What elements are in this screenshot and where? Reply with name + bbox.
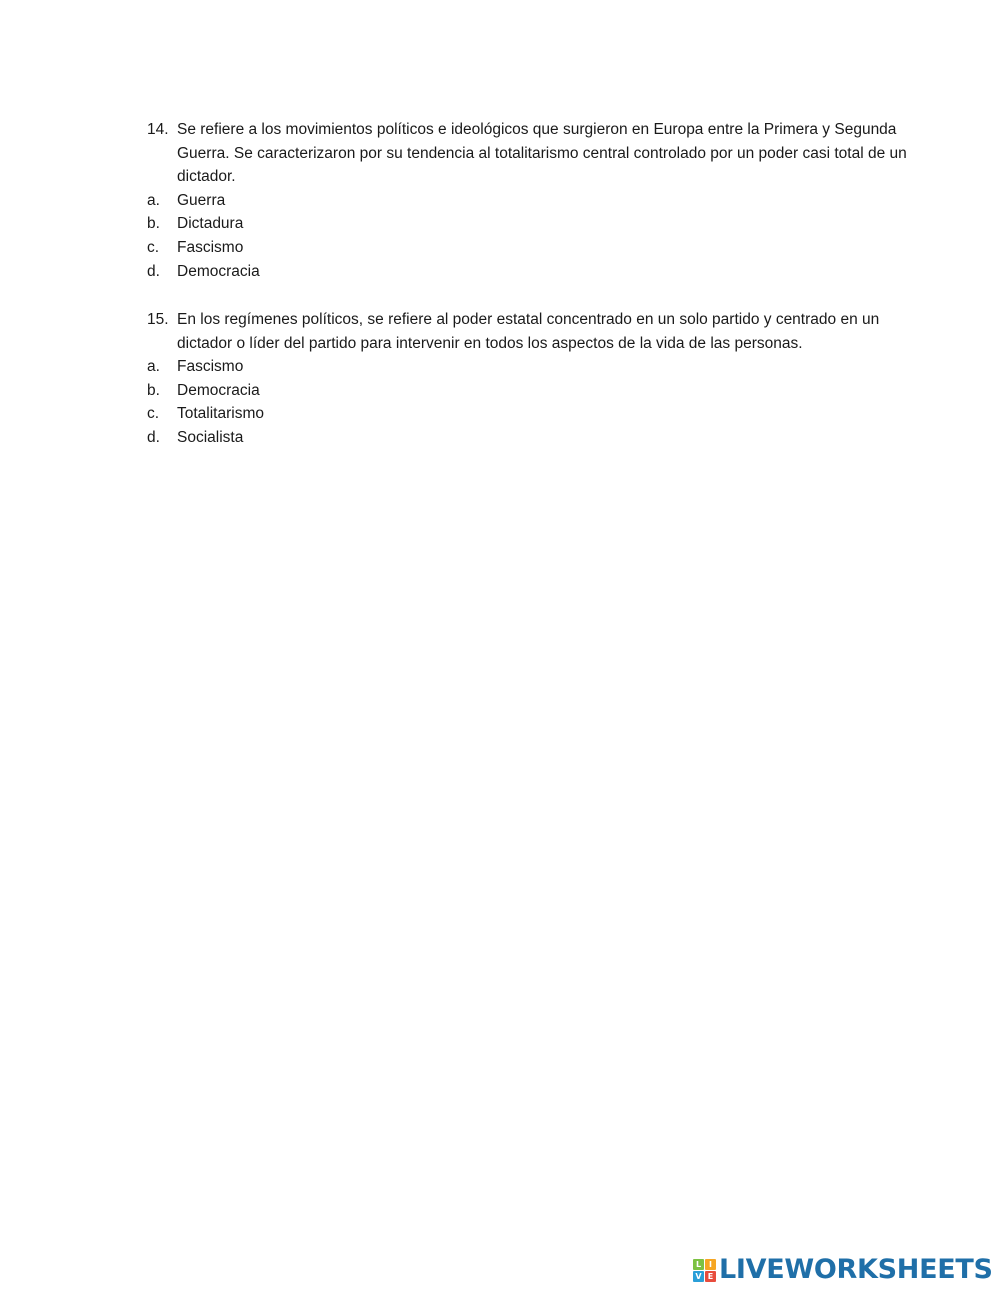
badge-letter: E: [705, 1271, 716, 1282]
option-label: Fascismo: [177, 358, 244, 376]
option-label: Dictadura: [177, 215, 244, 233]
option-letter: a.: [147, 358, 160, 376]
question-stem: [147, 118, 937, 189]
option-c[interactable]: [147, 236, 937, 260]
question-14: [147, 118, 937, 283]
question-stem: [147, 308, 937, 355]
badge-letter: L: [693, 1259, 704, 1270]
option-letter: d.: [147, 262, 160, 280]
liveworksheets-logo: [693, 1255, 993, 1285]
option-label: Guerra: [177, 191, 226, 209]
option-a[interactable]: [147, 189, 937, 213]
question-text: Se refiere a los movimientos políticos e ideológicos que surgieron en Europa entre la Primera y Segunda Guerra. Se caracterizaron por su tendencia al totalitarismo central controlado por un poder casi total de un dictador.: [177, 121, 907, 186]
option-label: Socialista: [177, 428, 244, 446]
option-label: Totalitarismo: [177, 405, 264, 423]
option-label: Democracia: [177, 262, 260, 280]
question-15: [147, 308, 937, 450]
option-letter: b.: [147, 215, 160, 233]
option-b[interactable]: [147, 212, 937, 236]
option-d[interactable]: [147, 426, 937, 450]
option-letter: b.: [147, 381, 160, 399]
option-a[interactable]: [147, 355, 937, 379]
option-letter: d.: [147, 428, 160, 446]
option-d[interactable]: [147, 260, 937, 284]
question-text: En los regímenes políticos, se refiere al poder estatal concentrado en un solo partido y centrado en un dictador o líder del partido para intervenir en todos los aspectos de la vida de las personas.: [177, 311, 880, 352]
question-number: 15.: [147, 311, 169, 328]
option-letter: c.: [147, 405, 160, 423]
option-label: Democracia: [177, 381, 260, 399]
option-letter: a.: [147, 191, 160, 209]
badge-letter: I: [705, 1259, 716, 1270]
option-label: Fascismo: [177, 238, 244, 256]
option-letter: c.: [147, 238, 160, 256]
badge-letter: V: [693, 1271, 704, 1282]
option-c[interactable]: [147, 402, 937, 426]
question-number: 14.: [147, 121, 169, 138]
option-b[interactable]: [147, 379, 937, 403]
logo-badge-icon: [693, 1259, 716, 1282]
logo-text: LIVEWORKSHEETS: [719, 1254, 993, 1285]
